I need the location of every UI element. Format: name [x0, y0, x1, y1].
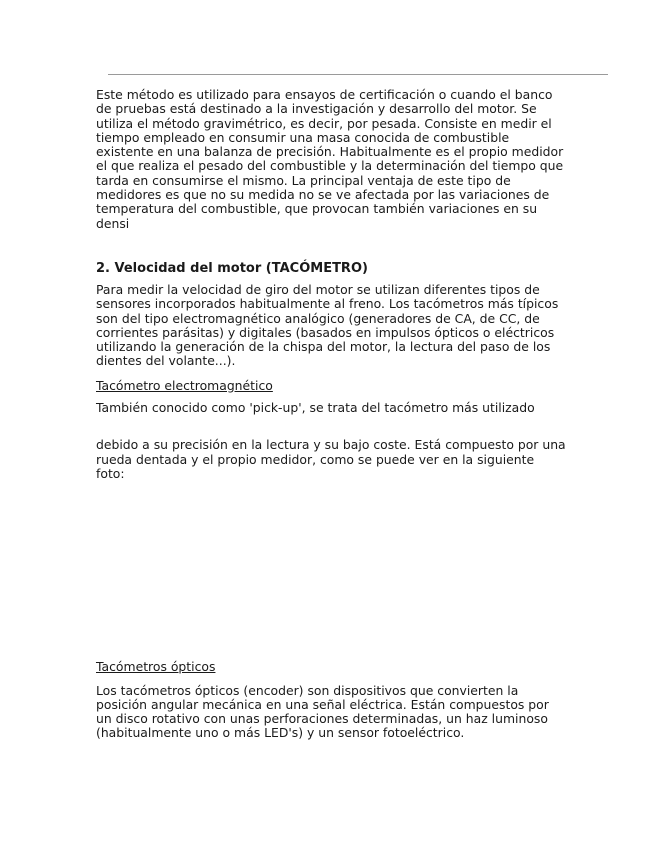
subheading-optical: Tacómetros ópticos — [96, 659, 216, 675]
tachometer-paragraph: Para medir la velocidad de giro del motor se utilizan diferentes tipos de sensores incorporados habitualmente al freno. Los tacómetros más típicos son del tipo electromagnético analógico (generadores de CA, de CC, de corrientes parásitas) y digitales (basados en impulsos ópticos o eléctricos utilizando la generación de la chispa del motor, la lectura del paso de los dientes del volante...). — [96, 281, 559, 369]
electromagnetic-paragraph: debido a su precisión en la lectura y su bajo coste. Está compuesto por una rueda dentada y el propio medidor, como se puede ver en la siguiente foto: — [96, 437, 566, 481]
top-divider — [108, 74, 608, 75]
photo-placeholder — [96, 481, 566, 660]
section-heading-tachometer: 2. Velocidad del motor (TACÓMETRO) — [96, 260, 368, 276]
document-body — [96, 88, 566, 741]
intro-paragraph: Este método es utilizado para ensayos de certificación o cuando el banco de pruebas está destinado a la investigación y desarrollo del motor. Se utiliza el método gravimétrico, es decir, por pesada. Consiste en medir el tiempo empleado en consumir una masa conocida de combustible existente en una balanza de precisión. Habitualmente es el propio medidor el que realiza el pesado del combustible y la determinación del tiempo que tarda en consumirse el mismo. La principal ventaja de este tipo de medidores es que no su medida no se ve afectada por las variaciones de temperatura del combustible, que provocan también variaciones en su densi — [96, 87, 564, 231]
optical-paragraph: Los tacómetros ópticos (encoder) son dispositivos que convierten la posición angular mecánica en una señal eléctrica. Están compuestos por un disco rotativo con unas perforaciones determinadas, un haz luminoso (habitualmente uno o más LED's) y un sensor fotoeléctrico. — [96, 682, 549, 741]
subheading-electromagnetic: Tacómetro electromagnético — [96, 377, 273, 393]
electromagnetic-line: También conocido como 'pick-up', se trata del tacómetro más utilizado — [96, 400, 535, 416]
